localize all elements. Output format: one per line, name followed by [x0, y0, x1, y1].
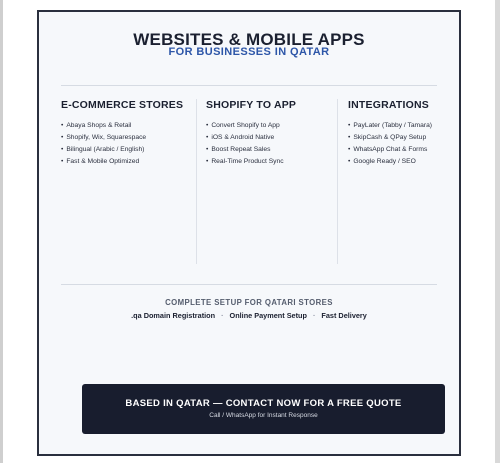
contact-cta-banner[interactable] — [82, 384, 445, 434]
list-item: • Real-Time Product Sync — [206, 156, 296, 168]
setup-items — [39, 311, 459, 320]
page-edge-right — [495, 0, 500, 463]
flyer-card — [37, 10, 461, 456]
bullet-icon: • — [206, 134, 209, 141]
bullet-icon: • — [348, 122, 351, 129]
bullet-icon: • — [206, 158, 209, 165]
column-ecommerce — [61, 99, 183, 168]
separator-dot: · — [221, 311, 224, 320]
divider-top — [61, 85, 437, 86]
list-item: • Shopify, Wix, Squarespace — [61, 132, 183, 144]
list-item: • PayLater (Tabby / Tamara) — [348, 120, 432, 132]
list-item: • SkipCash & QPay Setup — [348, 132, 432, 144]
bullet-icon: • — [348, 158, 351, 165]
bullet-icon: • — [61, 134, 64, 141]
column-heading: SHOPIFY TO APP — [206, 99, 297, 111]
setup-heading: COMPLETE SETUP FOR QATARI STORES — [165, 298, 333, 307]
list-item: • Google Ready / SEO — [348, 156, 432, 168]
page-title: WEBSITES & MOBILE APPS — [133, 30, 365, 49]
separator-dot: · — [312, 311, 316, 320]
list-item: • Fast & Mobile Optimized — [61, 156, 183, 168]
list-item: • Abaya Shops & Retail — [61, 120, 183, 132]
bullet-icon: • — [348, 146, 351, 153]
bullet-icon: • — [348, 134, 351, 141]
bullet-icon: • — [206, 122, 209, 129]
list-item: • WhatsApp Chat & Forms — [348, 144, 432, 156]
column-shopify-to-app — [206, 99, 296, 168]
page-subtitle: FOR BUSINESSES IN QATAR — [168, 46, 330, 58]
page-edge-left — [0, 0, 3, 463]
list-item: • iOS & Android Native — [206, 132, 296, 144]
list-item: • Bilingual (Arabic / English) — [61, 144, 183, 156]
column-divider — [337, 99, 338, 264]
bullet-icon: • — [61, 122, 64, 129]
cta-subtext: Call / WhatsApp for Instant Response — [209, 412, 318, 419]
cta-headline: BASED IN QATAR — CONTACT NOW FOR A FREE QUOTE — [125, 398, 402, 409]
list-item: • Boost Repeat Sales — [206, 144, 296, 156]
list-item: • Convert Shopify to App — [206, 120, 296, 132]
bullet-icon: • — [61, 146, 64, 153]
column-heading: INTEGRATIONS — [348, 99, 429, 111]
setup-item-payment: Online Payment Setup — [229, 311, 307, 320]
setup-item-delivery: Fast Delivery — [321, 311, 367, 320]
column-divider — [196, 99, 197, 264]
bullet-icon: • — [61, 158, 64, 165]
divider-middle — [61, 284, 437, 285]
column-heading: E-COMMERCE STORES — [61, 99, 184, 111]
setup-item-domain: .qa Domain Registration — [131, 311, 216, 320]
bullet-icon: • — [206, 146, 209, 153]
column-integrations — [348, 99, 432, 168]
